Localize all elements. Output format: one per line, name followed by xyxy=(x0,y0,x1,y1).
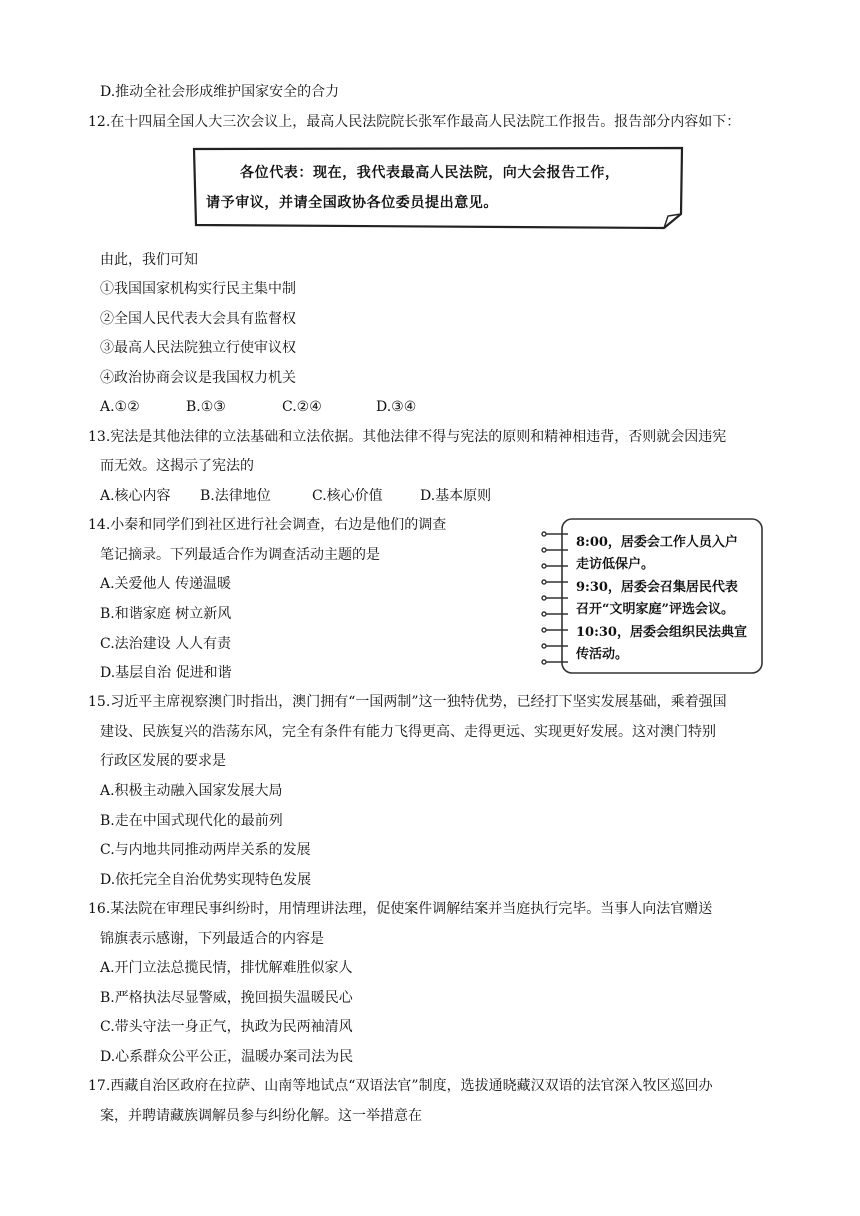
notebook-line: 走访低保户。 xyxy=(576,557,655,572)
notebook-line: 9:30，居委会召集居民代表 xyxy=(576,580,738,595)
q12-statement: ①我国国家机构实行民主集中制 xyxy=(100,281,296,297)
q14-option-b[interactable]: B.和谐家庭 树立新风 xyxy=(100,606,232,622)
q16-option-a[interactable]: A.开门立法总揽民情，排忧解难胜似家人 xyxy=(100,960,353,976)
q15-stem: 15.习近平主席视察澳门时指出，澳门拥有“一国两制”这一独特优势，已经打下坚实发展基础，乘着强国 xyxy=(88,694,727,710)
survey-notebook xyxy=(538,516,766,676)
q13-option-c[interactable]: C.核心价值 xyxy=(312,488,383,504)
q13-option-d[interactable]: D.基本原则 xyxy=(420,488,492,504)
q15-option-b[interactable]: B.走在中国式现代化的最前列 xyxy=(100,813,283,829)
q16-stem-cont: 锦旗表示感谢，下列最适合的内容是 xyxy=(100,931,324,947)
q16-option-c[interactable]: C.带头守法一身正气，执政为民两袖清风 xyxy=(100,1019,353,1035)
q14-stem-cont: 笔记摘录。下列最适合作为调查活动主题的是 xyxy=(100,547,380,563)
notebook-line: 传活动。 xyxy=(576,647,629,662)
notebook-line: 8:00，居委会工作人员入户 xyxy=(576,535,738,550)
q12-lead: 由此，我们可知 xyxy=(100,252,198,268)
q14-option-a[interactable]: A.关爱他人 传递温暖 xyxy=(100,576,232,592)
q14-stem: 14.小秦和同学们到社区进行社会调查，右边是他们的调查 xyxy=(88,517,447,533)
q12-stem: 12.在十四届全国人大三次会议上，最高人民法院院长张军作最高人民法院工作报告。报告部分内容如下： xyxy=(88,114,741,130)
q14-option-c[interactable]: C.法治建设 人人有责 xyxy=(100,636,232,652)
q12-option-a[interactable]: A.①② xyxy=(100,399,140,415)
q11-option-d: D.推动全社会形成维护国家安全的合力 xyxy=(100,84,340,100)
q17-stem-cont: 案，并聘请藏族调解员参与纠纷化解。这一举措意在 xyxy=(100,1108,422,1124)
q15-option-c[interactable]: C.与内地共同推动两岸关系的发展 xyxy=(100,842,311,858)
q13-option-b[interactable]: B.法律地位 xyxy=(200,488,271,504)
q13-stem-cont: 而无效。这揭示了宪法的 xyxy=(100,458,254,474)
q13-option-a[interactable]: A.核心内容 xyxy=(100,488,171,504)
q12-option-b[interactable]: B.①③ xyxy=(186,399,226,415)
q12-statement: ②全国人民代表大会具有监督权 xyxy=(100,311,296,327)
q16-stem: 16.某法院在审理民事纠纷时，用情理讲法理，促使案件调解结案并当庭执行完毕。当事人向法官赠送 xyxy=(88,901,713,917)
q12-option-c[interactable]: C.②④ xyxy=(282,399,322,415)
notebook-line: 10:30，居委会组织民法典宣 xyxy=(576,625,747,640)
q13-stem: 13.宪法是其他法律的立法基础和立法依据。其他法律不得与宪法的原则和精神相违背，否则就会因违宪 xyxy=(88,429,727,445)
q12-option-d[interactable]: D.③④ xyxy=(376,399,417,415)
notebook-line: 召开“文明家庭”评选会议。 xyxy=(576,602,734,617)
q15-stem-cont: 建设、民族复兴的浩荡东风，完全有条件有能力飞得更高、走得更远、实现更好发展。这对澳门特别 xyxy=(100,724,716,740)
q15-option-a[interactable]: A.积极主动融入国家发展大局 xyxy=(100,783,283,799)
q15-stem-cont: 行政区发展的要求是 xyxy=(100,753,226,769)
q15-option-d[interactable]: D.依托完全自治优势实现特色发展 xyxy=(100,872,312,888)
q16-option-b[interactable]: B.严格执法尽显警威，挽回损失温暖民心 xyxy=(100,990,353,1006)
q12-quote-box xyxy=(192,146,686,230)
quote-line-1: 各位代表：现在，我代表最高人民法院，向大会报告工作， xyxy=(240,165,620,181)
q16-option-d[interactable]: D.心系群众公平公正，温暖办案司法为民 xyxy=(100,1049,354,1065)
q17-stem: 17.西藏自治区政府在拉萨、山南等地试点“双语法官”制度，选拔通晓藏汉双语的法官深入牧区巡回办 xyxy=(88,1078,713,1094)
quote-line-2: 请予审议，并请全国政协各位委员提出意见。 xyxy=(206,195,498,211)
q14-option-d[interactable]: D.基层自治 促进和谐 xyxy=(100,665,232,681)
q12-statement: ④政治协商会议是我国权力机关 xyxy=(100,370,296,386)
q12-statement: ③最高人民法院独立行使审议权 xyxy=(100,340,296,356)
